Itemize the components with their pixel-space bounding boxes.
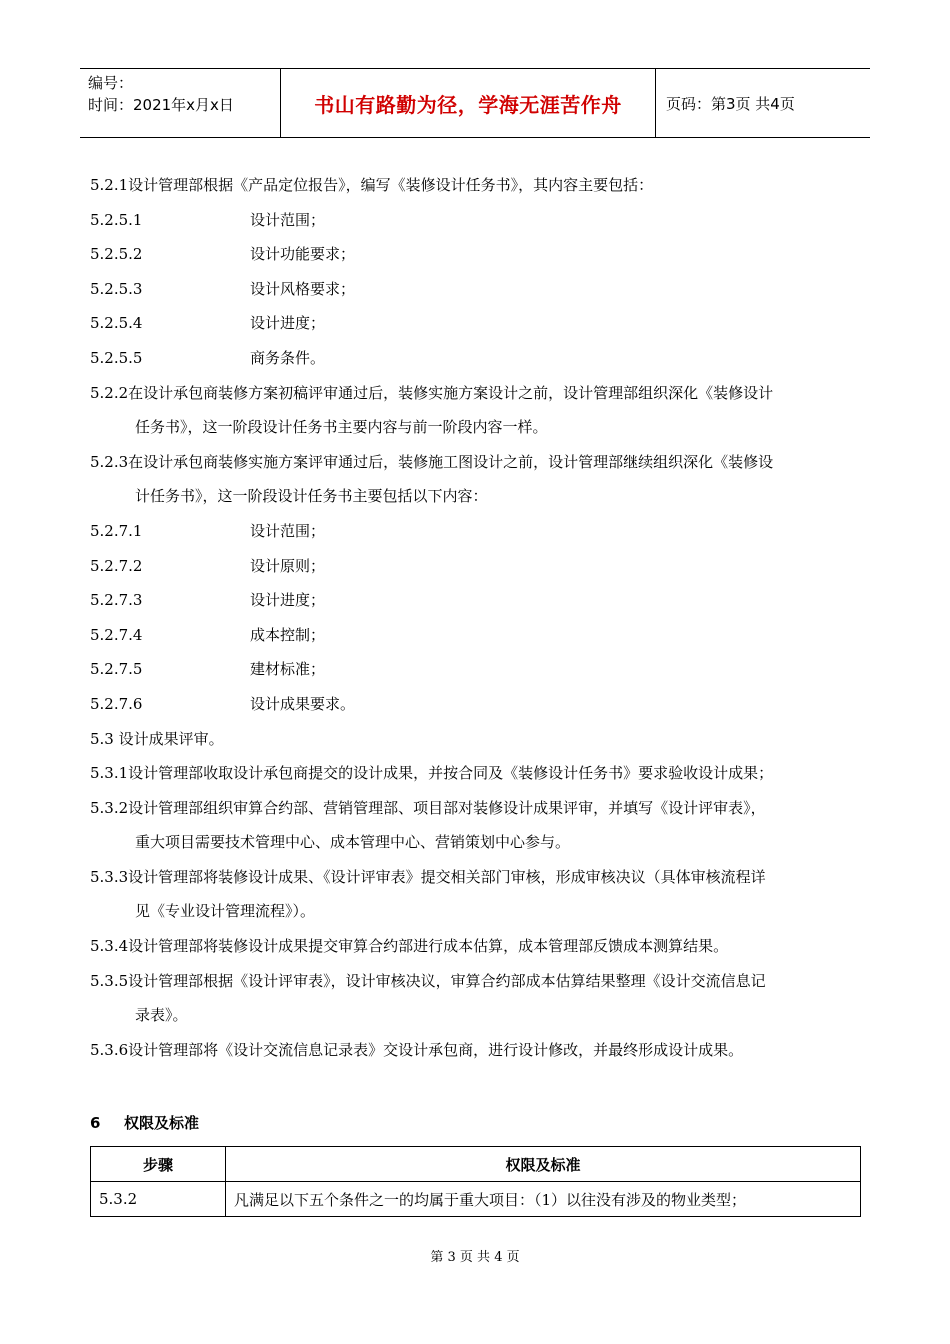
list-item bbox=[90, 203, 860, 238]
item-number: 5.2.5.5 bbox=[90, 348, 143, 367]
list-item bbox=[90, 687, 860, 722]
item-text: 设计进度； bbox=[250, 314, 326, 333]
authority-table bbox=[90, 1146, 861, 1217]
item-number: 5.2.5.2 bbox=[90, 245, 143, 264]
paragraph-continuation: 重大项目需要技术管理中心、成本管理中心、营销策划中心参与。 bbox=[135, 833, 571, 852]
paragraph-line: 5.3 设计成果评审。 bbox=[90, 729, 224, 748]
item-text: 设计原则； bbox=[250, 556, 326, 575]
item-number: 5.2.7.2 bbox=[90, 556, 143, 575]
paragraph-line: 5.3.2设计管理部组织审算合约部、营销管理部、项目部对装修设计成果评审，并填写《设计评审表》， bbox=[90, 798, 766, 817]
paragraph-continuation: 任务书》，这一阶段设计任务书主要内容与前一阶段内容一样。 bbox=[135, 418, 548, 437]
page-header bbox=[80, 68, 870, 138]
table-cell-step: 5.3.2 bbox=[91, 1182, 226, 1217]
item-number: 5.2.7.6 bbox=[90, 694, 143, 713]
table-header-row bbox=[91, 1147, 861, 1182]
document-body bbox=[90, 168, 860, 1067]
paragraph-line: 5.3.3设计管理部将装修设计成果、《设计评审表》提交相关部门审核，形成审核决议（具体审核流程详 bbox=[90, 867, 766, 886]
item-text: 设计进度； bbox=[250, 591, 326, 610]
list-item bbox=[90, 272, 860, 307]
table-row bbox=[91, 1182, 861, 1217]
code-label: 编号： bbox=[88, 74, 134, 92]
item-number: 5.2.7.1 bbox=[90, 521, 143, 540]
paragraph-line: 5.2.2在设计承包商装修方案初稿评审通过后，装修实施方案设计之前，设计管理部组织深化《装修设计 bbox=[90, 383, 774, 402]
item-text: 设计范围； bbox=[250, 521, 326, 540]
paragraph-continuation: 计任务书》，这一阶段设计任务书主要包括以下内容： bbox=[135, 487, 488, 506]
section-6-heading bbox=[90, 1112, 199, 1133]
paragraph-continuation: 见《专业设计管理流程》）。 bbox=[135, 902, 316, 921]
item-text: 成本控制； bbox=[250, 625, 326, 644]
header-motto: 书山有路勤为径，学海无涯苦作舟 bbox=[280, 69, 656, 137]
paragraph-line: 5.3.6设计管理部将《设计交流信息记录表》交设计承包商，进行设计修改，并最终形成设计成果。 bbox=[90, 1040, 744, 1059]
list-item bbox=[90, 514, 860, 549]
header-page-label: 页码：第3页 共4页 bbox=[666, 94, 795, 113]
paragraph-line: 5.3.5设计管理部根据《设计评审表》，设计审核决议，审算合约部成本估算结果整理《设计交流信息记 bbox=[90, 971, 766, 990]
item-text: 设计范围； bbox=[250, 210, 326, 229]
table-cell-standard: 凡满足以下五个条件之一的均属于重大项目：（1）以往没有涉及的物业类型； bbox=[226, 1182, 861, 1217]
paragraph-line: 5.3.4设计管理部将装修设计成果提交审算合约部进行成本估算，成本管理部反馈成本测算结果。 bbox=[90, 937, 729, 956]
item-text: 设计风格要求； bbox=[250, 279, 356, 298]
item-number: 5.2.5.3 bbox=[90, 279, 143, 298]
item-number: 5.2.7.4 bbox=[90, 625, 143, 644]
time-label: 时间：2021年x月x日 bbox=[88, 96, 234, 114]
list-item bbox=[90, 237, 860, 272]
list-item bbox=[90, 652, 860, 687]
section-title: 权限及标准 bbox=[124, 1114, 200, 1132]
item-number: 5.2.5.4 bbox=[90, 314, 143, 333]
list-item bbox=[90, 618, 860, 653]
item-number: 5.2.7.3 bbox=[90, 591, 143, 610]
paragraph-line: 5.2.1设计管理部根据《产品定位报告》，编写《装修设计任务书》，其内容主要包括： bbox=[90, 176, 654, 194]
paragraph-continuation: 录表》。 bbox=[135, 1006, 188, 1025]
item-text: 建材标准； bbox=[250, 660, 326, 679]
page-footer: 第 3 页 共 4 页 bbox=[430, 1250, 520, 1265]
item-text: 商务条件。 bbox=[250, 348, 326, 367]
paragraph-line: 5.3.1设计管理部收取设计承包商提交的设计成果，并按合同及《装修设计任务书》要求验收设计成果； bbox=[90, 764, 774, 783]
table-header-standard: 权限及标准 bbox=[226, 1147, 861, 1182]
header-meta bbox=[80, 69, 280, 137]
item-number: 5.2.7.5 bbox=[90, 660, 143, 679]
item-number: 5.2.5.1 bbox=[90, 210, 143, 229]
section-number: 6 bbox=[90, 1114, 101, 1132]
paragraph-line: 5.2.3在设计承包商装修实施方案评审通过后，装修施工图设计之前，设计管理部继续组织深化《装修设 bbox=[90, 452, 774, 471]
list-item bbox=[90, 549, 860, 584]
list-item bbox=[90, 306, 860, 341]
list-item bbox=[90, 341, 860, 376]
table-header-step: 步骤 bbox=[91, 1147, 226, 1182]
item-text: 设计成果要求。 bbox=[250, 694, 356, 713]
list-item bbox=[90, 583, 860, 618]
item-text: 设计功能要求； bbox=[250, 245, 356, 264]
